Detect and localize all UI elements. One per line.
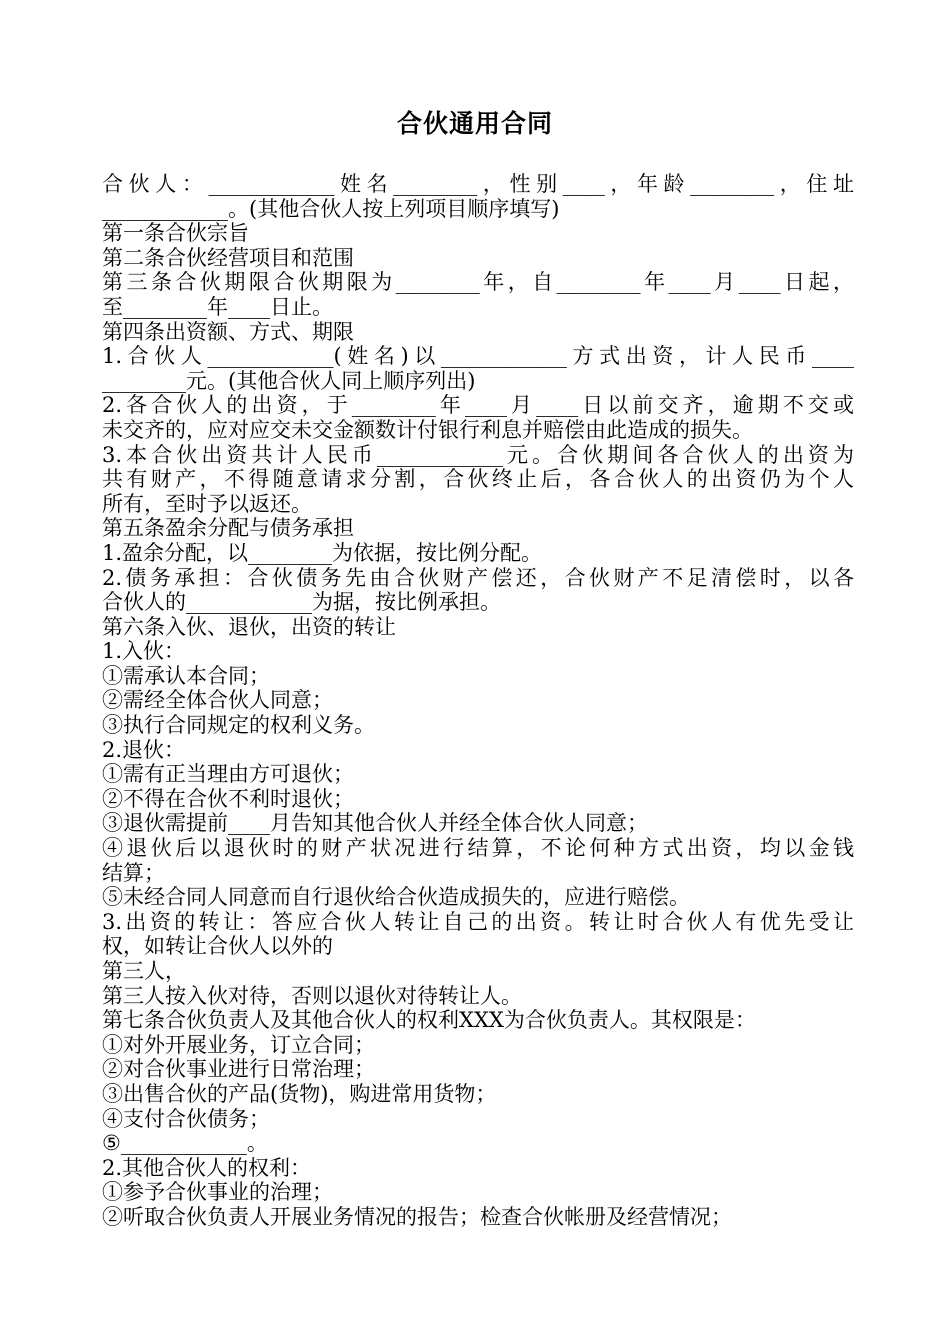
document-line: 1.入伙： (102, 639, 186, 664)
document-line: 所有，至时予以返还。 (102, 491, 312, 516)
document-line: 权，如转让合伙人以外的 (102, 934, 333, 959)
document-line: ⑤____________。 (102, 1131, 268, 1156)
document-line: 2.各合伙人的出资，于________年____月____日以前交齐，逾期不交或 (102, 393, 854, 418)
document-line: 第五条盈余分配与债务承担 (102, 516, 354, 541)
document-line: ①需有正当理由方可退伙； (102, 762, 354, 787)
document-line: 3.本合伙出资共计人民币____________元。合伙期间各合伙人的出资为 (102, 442, 854, 467)
document-line: 2.退伙： (102, 737, 186, 762)
document-body (102, 172, 854, 1230)
document-line: ①需承认本合同； (102, 663, 270, 688)
document-line: 1.盈余分配，以________为依据，按比例分配。 (102, 540, 543, 565)
document-line: ①参予合伙事业的治理； (102, 1180, 333, 1205)
document-line: 第三人按入伙对待，否则以退伙对待转让人。 (102, 983, 522, 1008)
document-line: 至________年____日止。 (102, 294, 333, 319)
document-line: ⑤未经合同人同意而自行退伙给合伙造成损失的，应进行赔偿。 (102, 885, 690, 910)
document-line: 结算； (102, 860, 165, 885)
document-line: ④支付合伙债务； (102, 1106, 270, 1131)
document-title: 合伙通用合同 (396, 109, 553, 138)
document-line: ________元。(其他合伙人同上顺序列出) (102, 368, 476, 393)
document-line: 3.出资的转让：答应合伙人转让自己的出资。转让时合伙人有优先受让 (102, 909, 854, 934)
document-line: ③出售合伙的产品(货物)，购进常用货物； (102, 1081, 497, 1106)
document-line: 2.债务承担：合伙债务先由合伙财产偿还，合伙财产不足清偿时，以各 (102, 565, 854, 590)
document-line: 合伙人：____________姓名________，性别____，年龄________，住址 (102, 172, 854, 196)
document-line: 第三人， (102, 959, 186, 983)
document-line: ____________。(其他合伙人按上列项目顺序填写) (102, 196, 560, 221)
document-line: ③执行合同规定的权利义务。 (102, 713, 375, 738)
document-line: 第七条合伙负责人及其他合伙人的权利XXX为合伙负责人。其权限是： (102, 1008, 756, 1033)
document-line: ②需经全体合伙人同意； (102, 688, 333, 713)
document-line: 未交齐的，应对应交未交金额数计付银行利息并赔偿由此造成的损失。 (102, 417, 753, 442)
document-line: 2.其他合伙人的权利： (102, 1155, 312, 1180)
document-line: 1.合伙人____________(姓名)以____________方式出资，计人民币____ (102, 344, 854, 369)
document-line: 第一条合伙宗旨 (102, 221, 249, 246)
document-line: 合伙人的____________为据，按比例承担。 (102, 590, 501, 615)
document-line: 共有财产，不得随意请求分割，合伙终止后，各合伙人的出资仍为个人 (102, 467, 854, 492)
document-line: ①对外开展业务，订立合同； (102, 1032, 375, 1057)
document-line: ②对合伙事业进行日常治理； (102, 1057, 375, 1082)
document-line: ②不得在合伙不利时退伙； (102, 786, 354, 811)
document-line: ②听取合伙负责人开展业务情况的报告；检查合伙帐册及经营情况； (102, 1204, 732, 1229)
document-line: 第六条入伙、退伙，出资的转让 (102, 614, 396, 639)
document-line: 第二条合伙经营项目和范围 (102, 245, 354, 270)
document-line: ③退伙需提前____月告知其他合伙人并经全体合伙人同意； (102, 811, 648, 836)
document-line: 第三条合伙期限合伙期限为________年，自________年____月____日起， (102, 270, 854, 295)
document-line: 第四条出资额、方式、期限 (102, 319, 354, 344)
document-line: ④退伙后以退伙时的财产状况进行结算，不论何种方式出资，均以金钱 (102, 836, 854, 861)
